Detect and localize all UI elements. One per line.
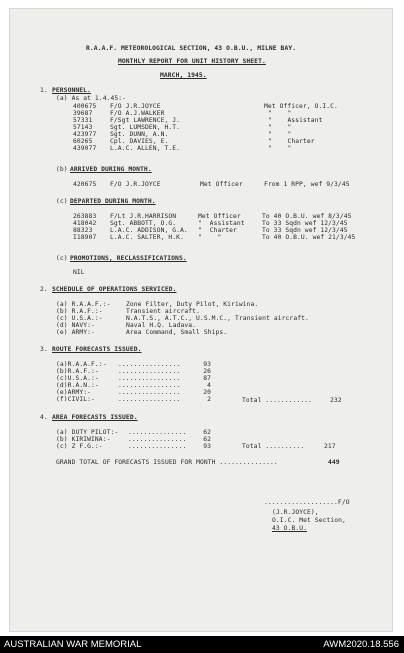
signature-name: (J.R.JOYCE), [272,509,319,516]
personnel-name: Sgt. LUMSDEN, H.T. [110,124,181,131]
promotions-nil: NIL [73,269,85,276]
route-label: (c)U.S.A.:- [56,375,99,382]
arrived-role: Met Officer [200,181,243,188]
personnel-name: Cpl. DAVIES, E. [110,138,169,145]
route-value: 20 [203,389,211,396]
route-value: 93 [203,361,211,368]
section1-c-label: (c) [56,198,68,205]
departed-no: 263883 [73,213,97,220]
departed-name: F/Lt J.R.HARRISON [110,213,177,220]
personnel-role: " Charter [268,138,315,145]
section1-d-label: (c) [56,255,68,262]
personnel-name: F/O J.R.JOYCE [110,103,161,110]
arrived-name: F/O J.R.JOYCE [110,181,161,188]
route-value: 2 [207,396,211,403]
area-dots: ............... [128,429,187,436]
footer-bar [0,636,404,653]
personnel-no: 57331 [73,117,93,124]
signature-unit: 43 O.B.U. [272,525,308,532]
route-value: 4 [207,382,211,389]
arrived-detail: From 1 RPP, wef 9/3/45 [264,181,350,188]
operations-text: Transient aircraft. [126,308,200,315]
area-value: 62 [203,429,211,436]
section2-number: 2. [40,286,48,293]
grand-total-label: GRAND TOTAL OF FORECASTS ISSUED FOR MONTH ............... [56,459,278,466]
signature-line: ...................F/O [264,499,350,506]
route-label: (d)R.A.N.:- [56,382,99,389]
personnel-name: L.A.C. ALLEN, T.E. [110,145,181,152]
personnel-no: 57143 [73,124,93,131]
departed-detail: To 33 Sqdn wef 12/3/45 [262,227,348,234]
area-label: (c) Z F.G.:- [56,443,103,450]
departed-no: I18907 [73,234,97,241]
operations-label: (a) R.A.A.F.:- [56,301,111,308]
operations-text: Zone Filter, Duty Pilot, Kiriwina. [126,301,259,308]
departed-no: 88323 [73,227,93,234]
operations-label: (c) U.S.A.:- [56,315,103,322]
arrived-heading: ARRIVED DURING MONTH. [70,166,152,173]
route-label: (b)R.A.F.:- [56,368,99,375]
section4-heading: AREA FORECASTS ISSUED. [52,414,138,421]
personnel-role: Met Officer, O.I.C. [264,103,338,110]
route-label: (f)CIVIL:- [56,396,95,403]
personnel-name: F/Sgt LAWRENCE, J. [110,117,181,124]
departed-role: " Assistant [198,220,245,227]
personnel-name: F/O A.J.WALKER [110,110,165,117]
section1-a-label: (a) As at 1.4.45:- [56,95,127,102]
route-dots: ................ [118,389,181,396]
area-label: (b) KIRIWINA:- [56,436,111,443]
personnel-role: " " [268,131,292,138]
departed-role: " Charter [198,227,237,234]
operations-text: Area Command, Small Ships. [126,329,228,336]
personnel-role: " Assistant [268,117,323,124]
area-value: 62 [203,436,211,443]
departed-detail: To 40 O.B.U. wef 21/3/45 [262,234,356,241]
signature-title: O.I.C. Met Section, [272,517,346,524]
promotions-heading: PROMOTIONS, RECLASSIFICATIONS. [70,255,187,262]
area-label: (a) DUTY PILOT:- [56,429,119,436]
grand-total-value: 449 [328,459,340,466]
departed-detail: To 40 O.B.U. wef 8/3/45 [262,213,352,220]
personnel-role: " " [268,110,292,117]
personnel-no: 439077 [73,145,97,152]
route-dots: ................ [118,396,181,403]
section1-b-label: (b) [56,166,68,173]
operations-text: Naval H.Q. Ladava. [126,322,197,329]
route-dots: ................ [118,382,181,389]
route-dots: ................ [118,375,181,382]
area-value: 93 [203,443,211,450]
departed-role: " " [198,234,222,241]
departed-detail: To 33 Sqdn wef 12/3/45 [262,220,348,227]
area-total-value: 217 [324,443,336,450]
route-total-label: Total ............ [242,397,313,404]
operations-label: (e) ARMY:- [56,329,95,336]
personnel-no: 400675 [73,103,97,110]
area-total-label: Total .......... [242,443,305,450]
route-label: (a)R.A.A.F.:- [56,361,107,368]
personnel-role: " " [268,145,292,152]
route-dots: ................ [118,368,181,375]
route-value: 87 [203,375,211,382]
section4-number: 4. [40,414,48,421]
departed-name: L.A.C. ADDISON, G.A. [110,227,188,234]
document-title: MONTHLY REPORT FOR UNIT HISTORY SHEET. [118,58,266,65]
departed-no: 418042 [73,220,97,227]
document-sheet [9,8,393,632]
section2-heading: SCHEDULE OF OPERATIONS SERVICED. [52,286,177,293]
operations-label: (d) NAVY:- [56,322,95,329]
route-label: (e)ARMY:- [56,389,92,396]
personnel-name: Sgt. DUNN, A.N. [110,131,169,138]
route-value: 26 [203,368,211,375]
personnel-role: " " [268,124,292,131]
route-total-value: 232 [330,397,342,404]
footer-accession-number: AWM2020.18.556 [323,639,399,650]
operations-text: N.A.T.S., A.T.C., U.S.M.C., Transient aircraft. [126,315,309,322]
document-header: R.A.A.F. METEOROLOGICAL SECTION, 43 O.B.U., MILNE BAY. [86,45,297,52]
section3-heading: ROUTE FORECASTS ISSUED. [52,346,142,353]
arrived-no: 420675 [73,181,97,188]
document-date: MARCH, 1945. [160,72,207,79]
departed-name: L.A.C. SALTER, H.K. [110,234,184,241]
personnel-no: 39687 [73,110,93,117]
departed-heading: DEPARTED DURING MONTH. [70,198,156,205]
section1-number: 1. [40,87,48,94]
personnel-no: 423977 [73,131,97,138]
personnel-no: 60265 [73,138,93,145]
departed-role: Met Officer [198,213,241,220]
area-dots: ............... [128,443,187,450]
section3-number: 3. [40,346,48,353]
area-dots: ............... [128,436,187,443]
section1-heading: PERSONNEL. [52,87,91,94]
operations-label: (b) R.A.F.:- [56,308,103,315]
route-dots: ................ [118,361,181,368]
departed-name: Sgt. ABBOTT, O.G. [110,220,177,227]
footer-credit: AUSTRALIAN WAR MEMORIAL [4,639,142,650]
